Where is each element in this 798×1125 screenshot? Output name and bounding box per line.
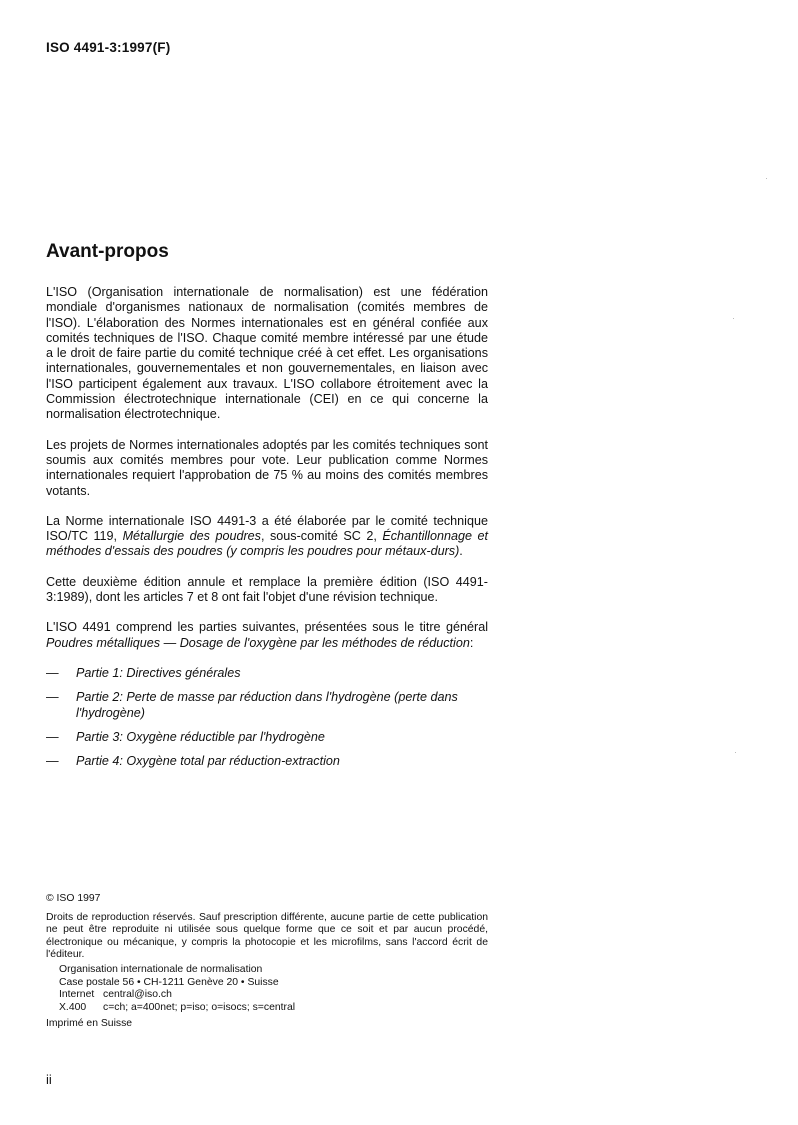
postal-address: Case postale 56 • CH-1211 Genève 20 • Suisse <box>59 976 279 988</box>
x400-value: c=ch; a=400net; p=iso; o=isocs; s=central <box>103 1001 296 1013</box>
parts-intro-colon: : <box>469 635 474 650</box>
list-item <box>46 690 488 721</box>
copyright-notice: © ISO 1997 <box>46 893 101 904</box>
scan-speck <box>733 318 734 319</box>
internet-value: central@iso.ch <box>103 989 172 1001</box>
x400-row <box>59 1002 488 1015</box>
list-dash: — <box>46 665 59 680</box>
list-item <box>46 666 488 681</box>
scan-speck <box>766 178 767 179</box>
paragraph-edition: Cette deuxième édition annule et remplace la première édition (ISO 4491-3:1989), dont les articles 7 et 8 ont fait l'objet d'une révision technique. <box>46 574 488 605</box>
scan-speck <box>735 752 736 753</box>
publisher-org: Organisation internationale de normalisation <box>59 963 263 975</box>
parts-list <box>46 666 488 769</box>
list-dash: — <box>46 754 59 769</box>
list-item-text: Partie 3: Oxygène réductible par l'hydrogène <box>76 729 325 744</box>
committee-text-c: , sous-comité SC 2, <box>260 529 383 544</box>
list-item-text: Partie 1: Directives générales <box>76 665 241 680</box>
page-title: Avant-propos <box>46 241 169 262</box>
paragraph-iso-description: L'ISO (Organisation internationale de normalisation) est une fédération mondiale d'organismes nationaux de normalisation (comités membres de l'ISO). L'élaboration des Normes internationales est en général confiée aux comités techniques de l'ISO. Chaque comité membre intéressé par une étude a le droit de faire partie du comité technique créé à cet effet. Les organisations internationales, gouvernementales et non gouvernementales, en liaison avec l'ISO participent également aux travaux. L'ISO collabore étroitement avec la Commission électrotechnique internationale (CEI) en ce qui concerne la normalisation électrotechnique. <box>46 285 488 422</box>
publisher-address <box>59 964 488 1014</box>
list-item <box>46 754 488 769</box>
parts-intro-text: L'ISO 4491 comprend les parties suivantes, présentées sous le titre général <box>46 620 488 635</box>
internet-label: Internet <box>59 989 95 1001</box>
copyright-footer <box>46 893 488 1031</box>
list-item-text: Partie 4: Oxygène total par réduction-extraction <box>76 754 340 769</box>
document-id-header: ISO 4491-3:1997(F) <box>46 40 171 55</box>
committee-name: Métallurgie des poudres <box>122 529 261 544</box>
x400-label: X.400 <box>59 1001 87 1013</box>
list-item <box>46 730 488 745</box>
committee-text-a: La Norme internationale ISO 4491-3 a été élaborée par le comité technique ISO/TC 119, <box>46 513 488 544</box>
internet-row <box>59 989 488 1002</box>
general-title: Poudres métalliques — Dosage de l'oxygène par les méthodes de réduction <box>46 635 470 650</box>
committee-text-e: . <box>459 544 463 559</box>
paragraph-committee <box>46 514 488 560</box>
paragraph-parts-intro <box>46 620 488 651</box>
paragraph-voting: Les projets de Normes internationales adoptés par les comités techniques sont soumis aux comités membres pour vote. Leur publication comme Normes internationales requiert l'approbation de 75 % au moins des comités membres votants. <box>46 437 488 498</box>
page-number: ii <box>46 1072 52 1087</box>
list-item-text: Partie 2: Perte de masse par réduction dans l'hydrogène (perte dans l'hydrogène) <box>76 690 458 720</box>
rights-statement: Droits de reproduction réservés. Sauf prescription différente, aucune partie de cette publication ne peut être reproduite ni utilisée sous quelque forme que ce soit et par aucun procédé, électronique ou mécanique, y compris la photocopie et les microfilms, sans l'accord écrit de l'éditeur. <box>46 911 488 961</box>
foreword-body <box>46 285 488 778</box>
list-dash: — <box>46 690 59 705</box>
printed-in: Imprimé en Suisse <box>46 1018 133 1030</box>
list-dash: — <box>46 729 59 744</box>
subcommittee-name: Échantillonnage et méthodes d'essais des poudres (y compris les poudres pour métaux-durs) <box>46 529 488 559</box>
